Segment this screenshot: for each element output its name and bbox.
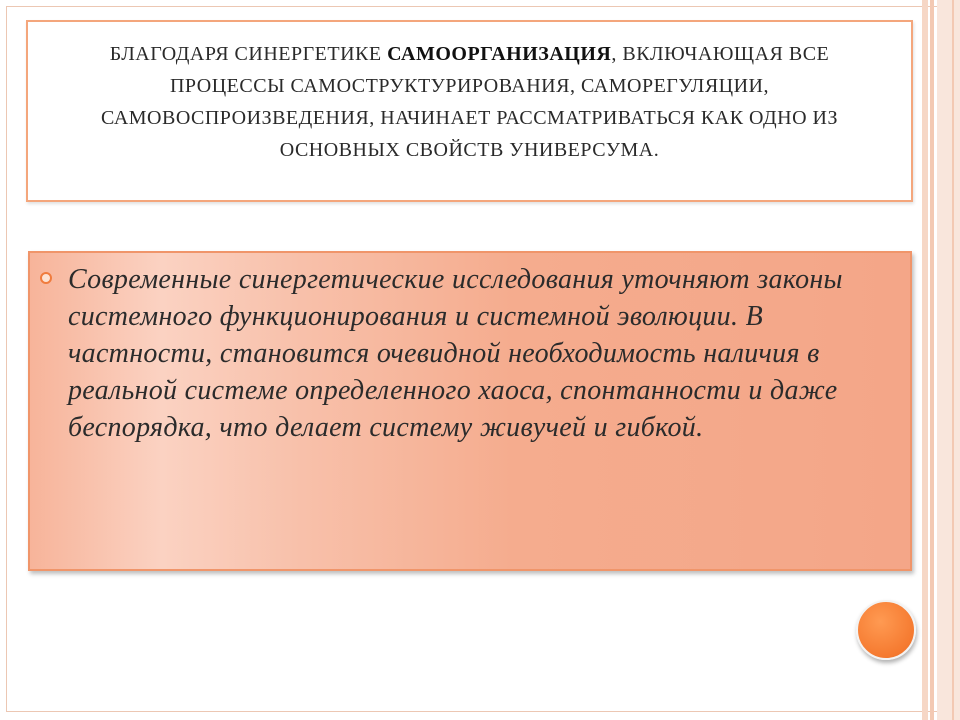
decor-stripe — [937, 0, 960, 720]
decor-stripe — [952, 0, 954, 720]
decorative-circle — [856, 600, 916, 660]
title-box — [26, 20, 913, 202]
bullet-icon — [40, 272, 52, 284]
content-box — [28, 251, 912, 571]
decor-stripe — [922, 0, 928, 720]
title-prefix: БЛАГОДАРЯ СИНЕРГЕТИКЕ — [109, 43, 388, 65]
decor-stripe — [930, 0, 934, 720]
title-emphasis: САМООРГАНИЗАЦИЯ — [387, 43, 612, 65]
body-paragraph: Современные синергетические исследования уточняют законы системного функционирования и системной эволюции. В частности, становится очевидной необходимость наличия в реальной системе определенного хаоса, спонтанности и даже беспорядка, что делает систему живучей и гибкой. — [68, 264, 843, 443]
title-suffix: , ВКЛЮЧАЮЩАЯ ВСЕ ПРОЦЕССЫ САМОСТРУКТУРИРОВАНИЯ, САМОРЕГУЛЯЦИИ, САМОВОСПРОИЗВЕДЕНИЯ, НАЧИНАЕТ РАССМАТРИВАТЬСЯ КАК ОДНО ИЗ ОСНОВНЫХ СВОЙСТВ УНИВЕРСУМА. — [100, 43, 838, 161]
slide-title — [90, 38, 850, 166]
